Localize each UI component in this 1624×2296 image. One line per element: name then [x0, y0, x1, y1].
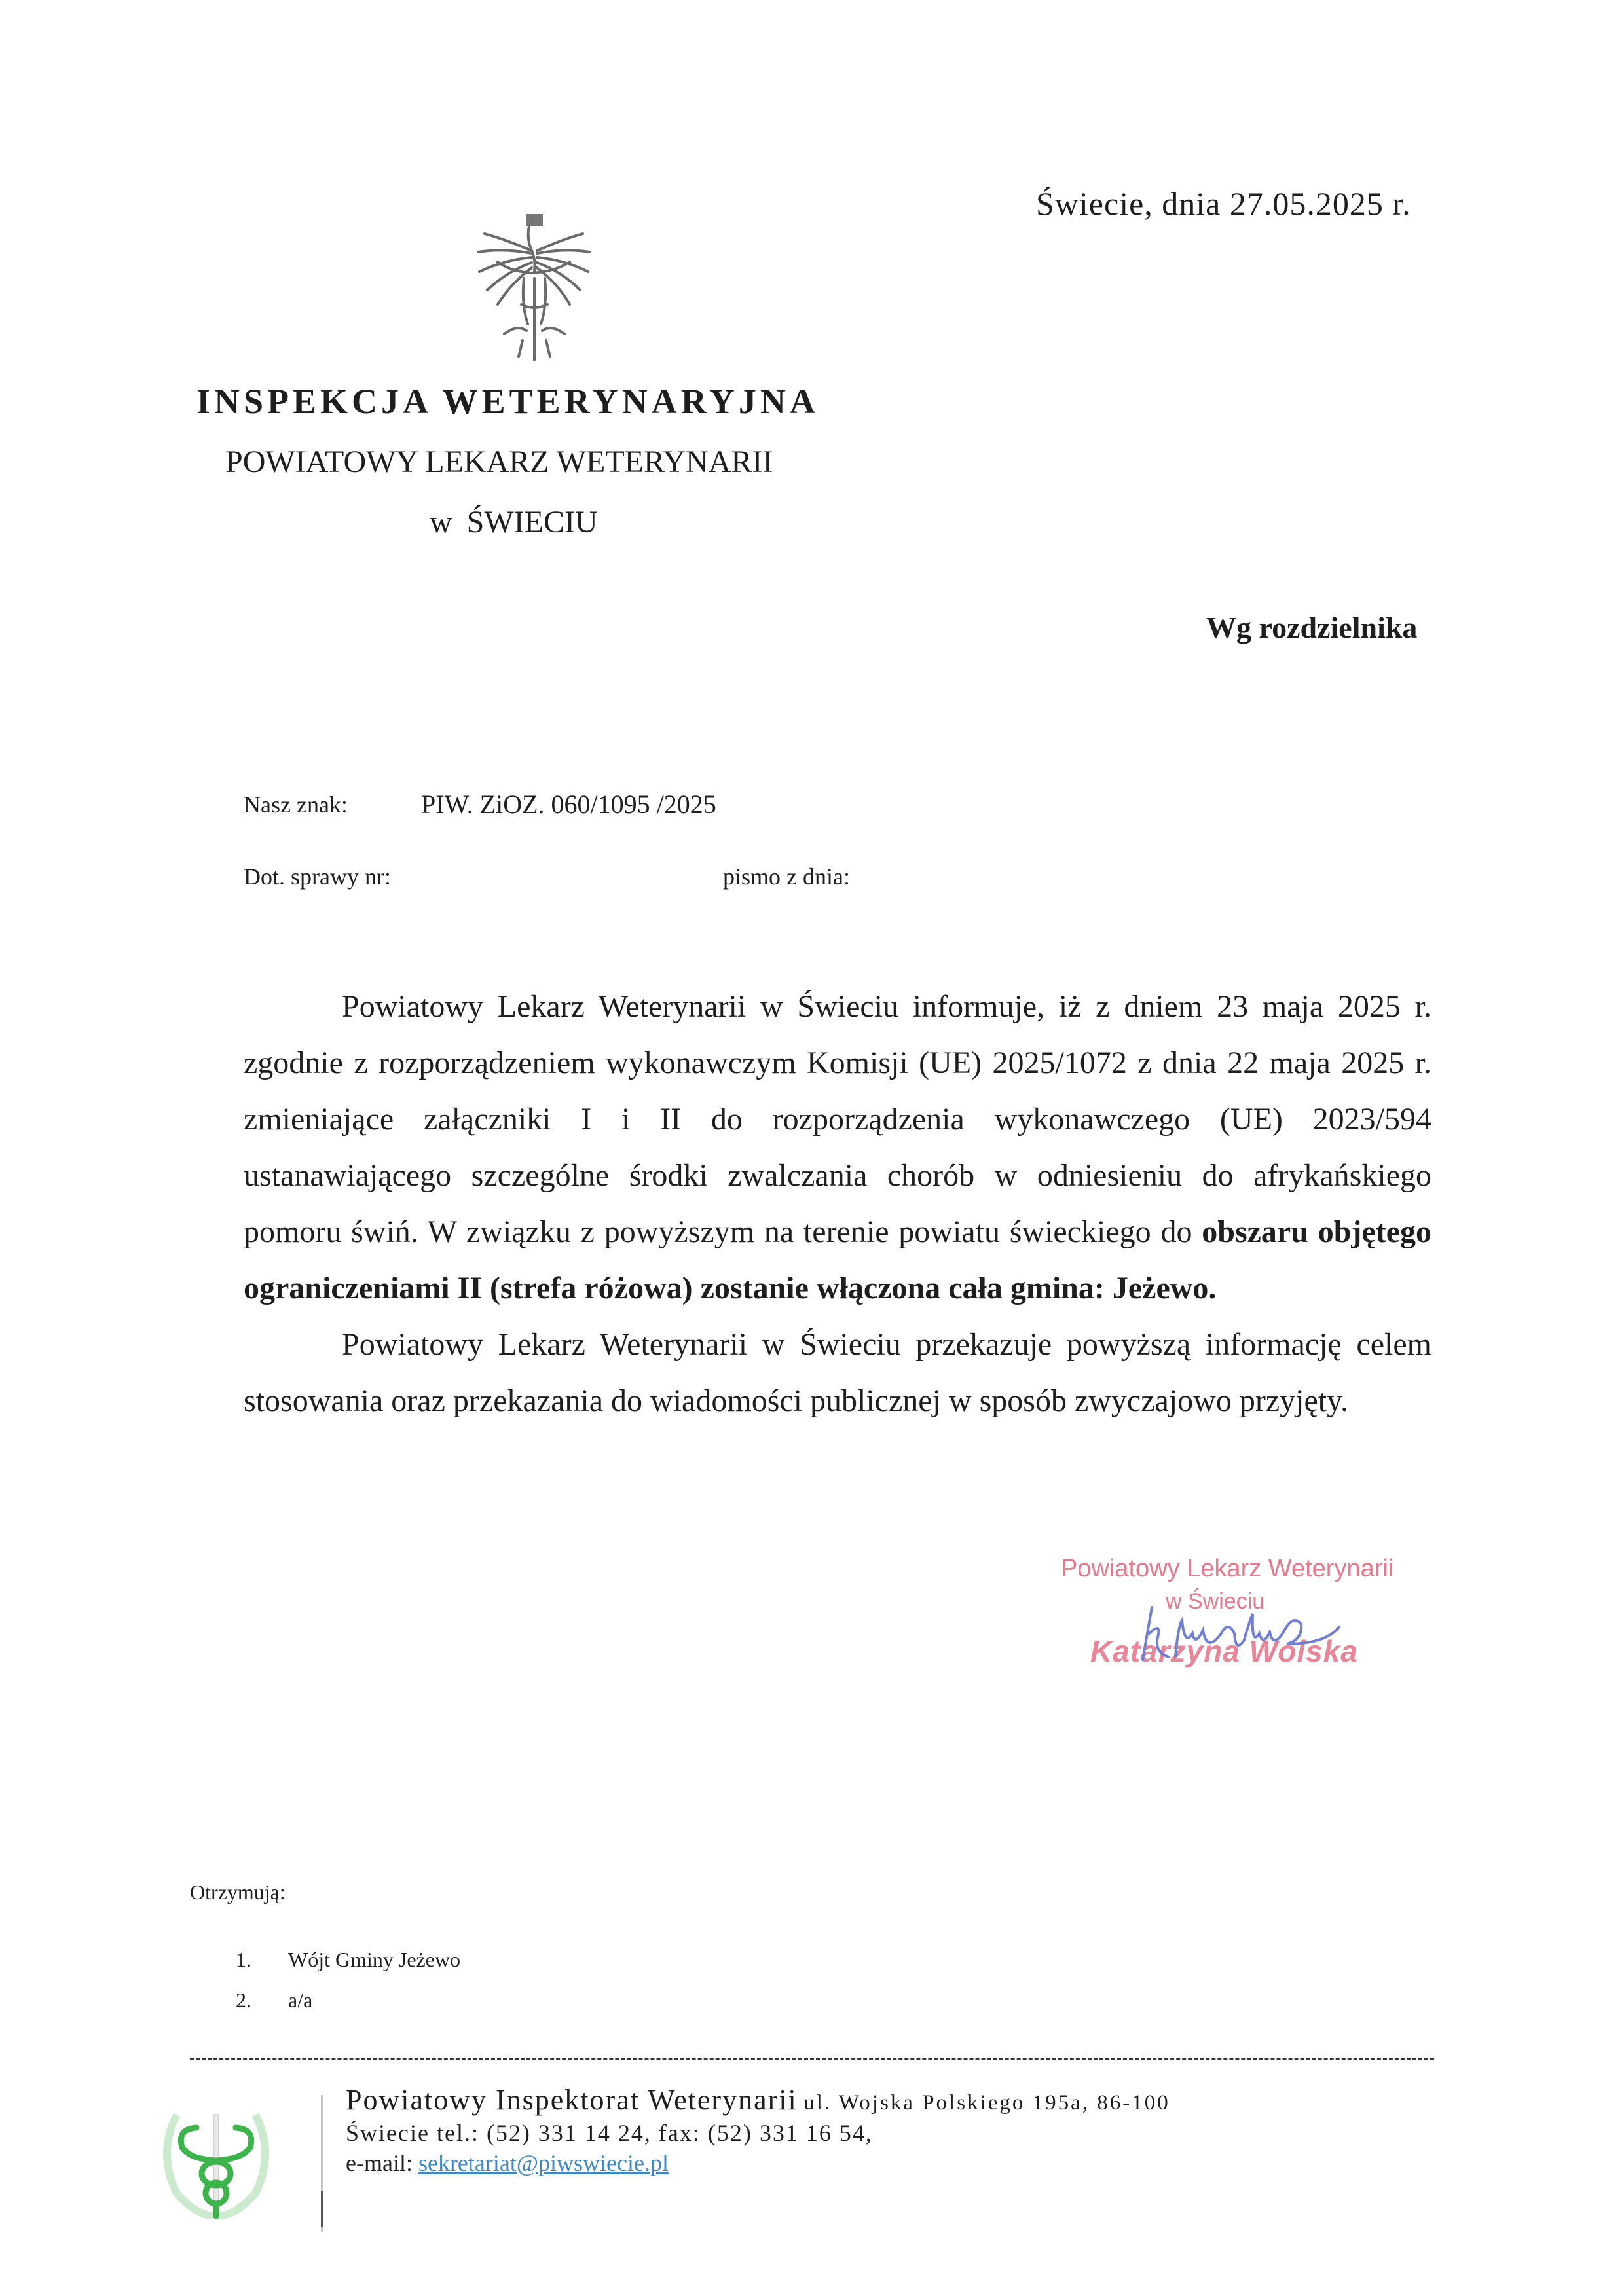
recipient-name: Wójt Gminy Jeżewo — [288, 1948, 461, 1971]
place-and-date: Świecie, dnia 27.05.2025 r. — [1036, 185, 1411, 222]
footer-address: ul. Wojska Polskiego 195a, 86-100 — [803, 2091, 1170, 2115]
recipient-item — [236, 1948, 460, 1988]
stamp-name: Katarzyna Wolska — [1090, 1634, 1358, 1668]
recipients-list — [236, 1948, 460, 2029]
recipient-name: a/a — [288, 1988, 313, 2012]
stamp-line-2: w Świeciu — [1166, 1589, 1265, 1614]
footer-org-name: Powiatowy Inspektorat Weterynarii — [346, 2084, 798, 2116]
institution-city-prefix: w — [430, 505, 452, 539]
recipient-number: 1. — [236, 1948, 251, 1971]
footer-email-line — [346, 2148, 1170, 2178]
institution-city — [430, 504, 598, 540]
recipient-number: 2. — [236, 1988, 251, 2012]
our-reference-value: PIW. ZiOZ. 060/1095 /2025 — [421, 790, 716, 819]
recipients-label: Otrzymują: — [190, 1880, 286, 1904]
our-reference-label: Nasz znak: — [244, 792, 348, 818]
footer-email-link[interactable]: sekretariat@piwswiecie.pl — [418, 2150, 669, 2176]
body-paragraph-1 — [244, 979, 1431, 1317]
institution-city-name: ŚWIECIU — [466, 505, 598, 539]
letter-date-label: pismo z dnia: — [723, 864, 850, 890]
footer-divider — [190, 2058, 1434, 2060]
caduceus-logo-icon — [151, 2088, 282, 2219]
polish-eagle-emblem-icon — [458, 200, 609, 370]
body-paragraph-1-text: Powiatowy Lekarz Weterynarii w Świeciu informuje, iż z dniem 23 maja 2025 r. zgodnie z rozporządzeniem wykonawczym Komisji (UE) 2025/1072 z dnia 22 maja 2025 r. zmieniające załączniki I i II do rozporządzenia wykonawczego (UE) 2023/594 ustanawiającego szczególne środki zwalczania chorób w odniesieniu do afrykańskiego pomoru świń. W związku z powyższym na terenie powiatu świeckiego do — [244, 989, 1431, 1249]
footer-contact — [346, 2085, 1170, 2178]
footer-vertical-bar — [321, 2095, 323, 2232]
footer-line-1 — [346, 2085, 1170, 2118]
footer-email-label: e-mail: — [346, 2150, 413, 2176]
footer-phone-fax: Świecie tel.: (52) 331 14 24, fax: (52) 331 16 54, — [346, 2120, 873, 2146]
body-paragraph-1-bold: obszaru objętego ograniczeniami II (strefa różowa) zostanie włączona cała gmina: Jeżewo. — [244, 1214, 1431, 1305]
institution-title: INSPEKCJA WETERYNARYJNA — [196, 382, 819, 421]
case-number-label: Dot. sprawy nr: — [244, 864, 391, 890]
recipient-item — [236, 1988, 460, 2029]
handwritten-signature-icon — [1130, 1594, 1346, 1666]
letter-body — [244, 979, 1431, 1429]
stamp-line-1: Powiatowy Lekarz Weterynarii — [1061, 1555, 1394, 1582]
official-stamp — [1031, 1535, 1424, 1686]
addressee: Wg rozdzielnika — [1206, 611, 1418, 644]
institution-subtitle: POWIATOWY LEKARZ WETERYNARII — [225, 445, 773, 479]
body-paragraph-2: Powiatowy Lekarz Weterynarii w Świeciu przekazuje powyższą informację celem stosowania oraz przekazania do wiadomości publicznej w sposób zwyczajowo przyjęty. — [244, 1327, 1431, 1418]
